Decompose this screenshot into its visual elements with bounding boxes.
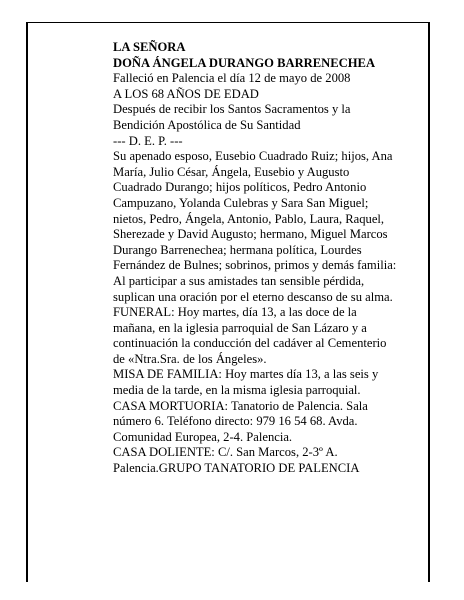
casa-doliente-paragraph [113, 445, 428, 476]
text-line: Sherezade y David Augusto; hermano, Miguel Marcos [113, 227, 388, 242]
text-line: María, Julio César, Ángela, Eusebio y Augusto [113, 164, 350, 179]
misa-paragraph [113, 367, 428, 398]
casa-mortuoria-paragraph [113, 399, 428, 446]
funeral-paragraph [113, 305, 428, 367]
text-line: Fernández de Bulnes; sobrinos, primos y demás familia: [113, 258, 397, 273]
text-line: Su apenado esposo, Eusebio Cuadrado Ruiz; hijos, Ana [113, 149, 393, 164]
text-line: media de la tarde, en la misma iglesia parroquial. [113, 383, 361, 398]
text-line: Después de recibir los Santos Sacramentos y la [113, 102, 351, 117]
text-line: CASA MORTUORIA: Tanatorio de Palencia. Sala [113, 398, 368, 413]
text-line: suplican una oración por el eterno descanso de su alma. [113, 289, 393, 304]
text-line: FUNERAL: Hoy martes, día 13, a las doce de la [113, 305, 357, 320]
text-line: Cuadrado Durango; hijos políticos, Pedro Antonio [113, 180, 367, 195]
text-line: Campuzano, Yolanda Culebras y Sara San Miguel; [113, 195, 369, 210]
family-paragraph [113, 149, 428, 305]
dep-line: --- D. E. P. --- [113, 133, 183, 148]
sacraments-paragraph [113, 102, 428, 133]
text-line: Palencia.GRUPO TANATORIO DE PALENCIA [113, 461, 360, 476]
text-line: continuación la conducción del cadáver al Cementerio [113, 336, 387, 351]
text-line: nietos, Pedro, Ángela, Antonio, Pablo, Laura, Raquel, [113, 211, 385, 226]
text-line: de «Ntra.Sra. de los Ángeles». [113, 351, 267, 366]
title-line-2: DOÑA ÁNGELA DURANGO BARRENECHEA [113, 55, 376, 70]
text-line: Bendición Apostólica de Su Santidad [113, 117, 301, 132]
death-date: Falleció en Palencia el día 12 de mayo de 2008 [113, 71, 351, 86]
text-line: número 6. Teléfono directo: 979 16 54 68. Avda. [113, 414, 358, 429]
text-line: Durango Barrenechea; hermana política, Lourdes [113, 242, 362, 257]
text-line: MISA DE FAMILIA: Hoy martes día 13, a las seis y [113, 367, 379, 382]
text-line: Al participar a sus amistades tan sensible pérdida, [113, 273, 365, 288]
text-line: Comunidad Europea, 2-4. Palencia. [113, 429, 293, 444]
text-line: mañana, en la iglesia parroquial de San Lázaro y a [113, 320, 367, 335]
title-line-1: LA SEÑORA [113, 40, 186, 54]
obituary-text [113, 40, 428, 477]
age: A LOS 68 AÑOS DE EDAD [113, 86, 259, 101]
text-line: CASA DOLIENTE: C/. San Marcos, 2-3º A. [113, 445, 338, 460]
